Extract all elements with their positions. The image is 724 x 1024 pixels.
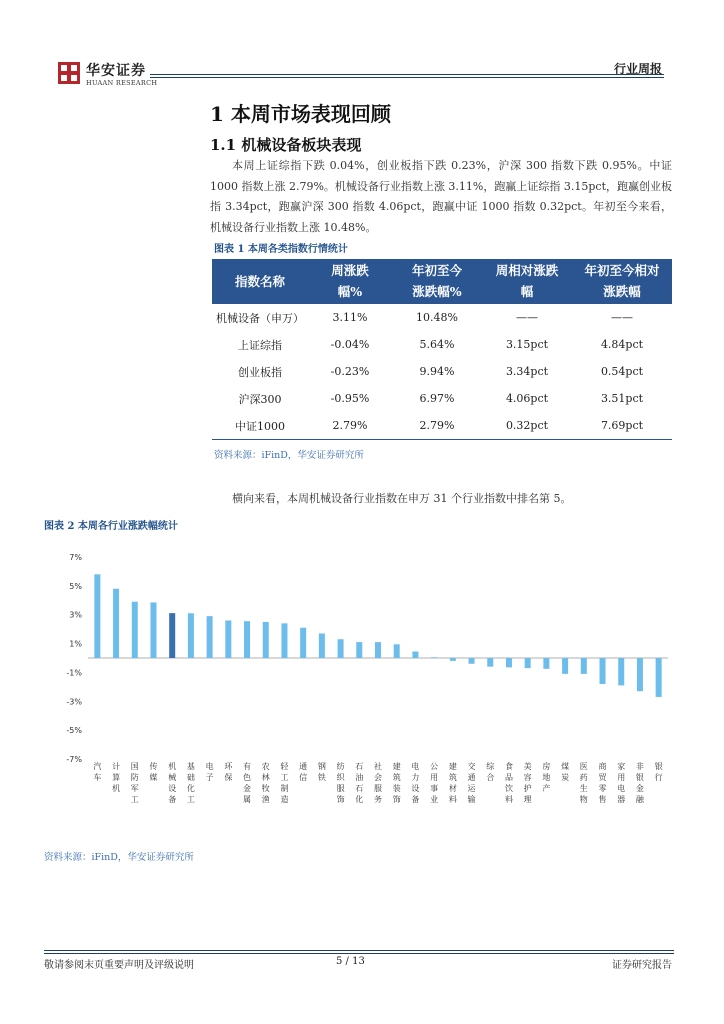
bar (618, 658, 624, 685)
bar (263, 622, 269, 658)
bar (132, 602, 138, 658)
col-header-line: 涨跌幅% (412, 284, 462, 299)
chart-caption: 图表 2 本周各行业涨跌幅统计 (44, 521, 178, 532)
table-cell: 4.06pct (505, 392, 549, 405)
table-cell: 2.79% (308, 412, 392, 440)
col-header-line: 周相对涨跌 (495, 263, 559, 278)
index-performance-table (212, 259, 672, 440)
footer-report-type: 证券研究报告 (612, 960, 672, 971)
y-tick-label: -7% (66, 755, 82, 764)
y-tick-label: 1% (69, 639, 82, 649)
x-tick-label: 公用事业 (430, 762, 439, 804)
table-cell: 9.94% (419, 365, 455, 378)
company-logo-icon (58, 62, 80, 84)
bar (188, 613, 194, 658)
x-tick-label: 综合 (486, 762, 495, 782)
table-cell: 机械设备（申万） (212, 304, 308, 332)
table-cell: —— (482, 304, 572, 332)
y-tick-label: -3% (66, 697, 82, 707)
y-tick-label: -5% (66, 726, 82, 736)
x-tick-label: 商贸零售 (598, 762, 607, 804)
header-divider-thin (150, 77, 664, 78)
table-cell: -0.95% (330, 392, 370, 405)
table-cell: 中证1000 (212, 412, 308, 440)
x-tick-label: 电子 (205, 762, 214, 782)
y-tick-label: 5% (69, 581, 82, 591)
x-tick-label: 食品饮料 (504, 762, 513, 804)
brand-name: 华安证券 (86, 63, 146, 79)
bar (356, 642, 362, 658)
bar (225, 620, 231, 658)
x-tick-label: 非银金融 (635, 762, 644, 804)
col-header-line: 周涨跌 (331, 263, 369, 278)
x-tick-label: 建筑材料 (448, 762, 457, 804)
x-tick-label: 医药生物 (579, 762, 588, 804)
document-type: 行业周报 (613, 62, 662, 76)
table-cell: 6.97% (419, 392, 455, 405)
bar (431, 657, 437, 658)
page-number: 5 / 13 (336, 956, 365, 967)
x-tick-label: 钢铁 (317, 762, 326, 782)
x-tick-label: 交通运输 (467, 762, 476, 804)
table-cell: 2.79% (392, 412, 482, 440)
x-tick-label: 煤炭 (561, 762, 570, 782)
x-tick-label: 农林牧渔 (261, 762, 270, 804)
market-summary-paragraph: 本周上证综指下跌 0.04%，创业板指下跌 0.23%，沪深 300 指数下跌 0.95%。中证 1000 指数上涨 2.79%。机械设备行业指数上涨 3.11%，跑赢上证综指 3.15pct，跑赢创业板指 3.34pct，跑赢沪深 300 指数 4.06pct，跑赢中证 1000 指数 0.32pct。年初至今来看，机械设备行业指数上涨 10.48%。 (210, 159, 672, 234)
header-divider (150, 74, 664, 75)
col-header-week-relative (482, 259, 572, 304)
table-cell: 上证综指 (238, 338, 282, 352)
col-header-ytd-change (392, 259, 482, 304)
x-tick-label: 石油石化 (355, 762, 364, 804)
x-tick-label: 电力设备 (411, 762, 420, 804)
x-tick-label: 环保 (224, 762, 233, 782)
bar (319, 633, 325, 658)
bar (169, 613, 175, 658)
x-tick-label: 社会服务 (374, 762, 382, 804)
table-cell: 3.11% (308, 304, 392, 332)
table-cell: 0.32pct (482, 412, 572, 440)
y-tick-label: 3% (69, 610, 82, 620)
table-cell: 4.84pct (600, 338, 644, 351)
bar (412, 652, 418, 658)
bar (562, 658, 568, 674)
ranking-paragraph: 横向来看，本周机械设备行业指数在申万 31 个行业指数中排名第 5。 (232, 492, 572, 505)
bar (300, 628, 306, 658)
industry-returns-bar-chart (44, 545, 674, 835)
bar (244, 621, 250, 658)
section-heading: 1 本周市场表现回顾 (210, 102, 391, 126)
col-header-week-change (308, 259, 392, 304)
col-header-index-name (212, 259, 308, 304)
table-cell: —— (572, 304, 672, 332)
x-tick-label: 通信 (299, 762, 308, 782)
bar (506, 658, 512, 667)
bar (525, 658, 531, 668)
table-cell: 0.54pct (600, 365, 644, 378)
bar (656, 658, 662, 697)
col-header-line: 幅 (520, 284, 534, 299)
bar (450, 658, 456, 661)
x-tick-label: 美容护理 (523, 762, 532, 804)
table-row (212, 331, 672, 358)
bar (338, 639, 344, 658)
x-tick-label: 基础化工 (186, 762, 195, 804)
x-tick-label: 建筑装饰 (392, 762, 401, 804)
x-tick-label: 国防军工 (130, 762, 139, 804)
x-tick-label: 轻工制造 (280, 762, 289, 804)
table-cell: 创业板指 (238, 365, 282, 379)
y-tick-label: -1% (66, 668, 82, 678)
bar (487, 658, 493, 667)
bar (469, 658, 475, 664)
subsection-heading: 1.1 机械设备板块表现 (210, 136, 362, 154)
bar (394, 644, 400, 658)
brand-english-name: HUAAN RESEARCH (86, 79, 158, 87)
bar (543, 658, 549, 669)
y-tick-label: 7% (69, 553, 82, 562)
table-cell: 3.34pct (505, 365, 549, 378)
table-cell: 7.69pct (572, 412, 672, 440)
chart-source-note: 资料来源：iFinD，华安证券研究所 (44, 852, 194, 863)
footer-divider-thin (44, 953, 674, 954)
footer-divider (44, 950, 674, 951)
table-row (212, 358, 672, 385)
bar (150, 602, 156, 658)
bar (375, 642, 381, 658)
col-header-line: 涨跌幅 (603, 284, 641, 299)
bar (94, 574, 100, 658)
col-header-line: 幅% (337, 284, 363, 299)
bar (113, 589, 119, 658)
bar (637, 658, 643, 691)
col-header-line: 年初至今 (411, 263, 462, 278)
bar (581, 658, 587, 674)
table-row (212, 385, 672, 412)
x-tick-label: 纺织服饰 (336, 762, 345, 804)
table-cell: 3.15pct (505, 338, 549, 351)
table-cell: 3.51pct (600, 392, 644, 405)
footer-disclaimer: 敬请参阅末页重要声明及评级说明 (44, 960, 194, 971)
col-header-line: 指数名称 (234, 273, 285, 289)
x-tick-label: 汽车 (93, 762, 102, 782)
table-cell: 5.64% (419, 338, 455, 351)
bar (600, 658, 606, 684)
col-header-line: 年初至今相对 (584, 263, 660, 278)
col-header-ytd-relative (572, 259, 672, 304)
x-tick-label: 计算机 (112, 762, 121, 793)
table-cell: 沪深300 (238, 392, 282, 406)
x-tick-label: 传媒 (149, 762, 158, 782)
table-row (212, 304, 672, 332)
x-tick-label: 有色金属 (243, 762, 252, 804)
x-tick-label: 家用电器 (617, 762, 626, 804)
x-tick-label: 房地产 (542, 762, 551, 793)
table-cell: 10.48% (392, 304, 482, 332)
bar (207, 616, 213, 658)
table-row (212, 412, 672, 440)
table-header-row (212, 259, 672, 304)
table-source-note: 资料来源：iFinD，华安证券研究所 (214, 450, 364, 461)
x-tick-label: 银行 (654, 762, 663, 782)
x-tick-label: 机械设备 (168, 762, 177, 804)
table-caption: 图表 1 本周各类指数行情统计 (214, 244, 348, 255)
table-cell: -0.23% (330, 365, 370, 378)
table-cell: -0.04% (330, 338, 370, 351)
bar (281, 623, 287, 658)
